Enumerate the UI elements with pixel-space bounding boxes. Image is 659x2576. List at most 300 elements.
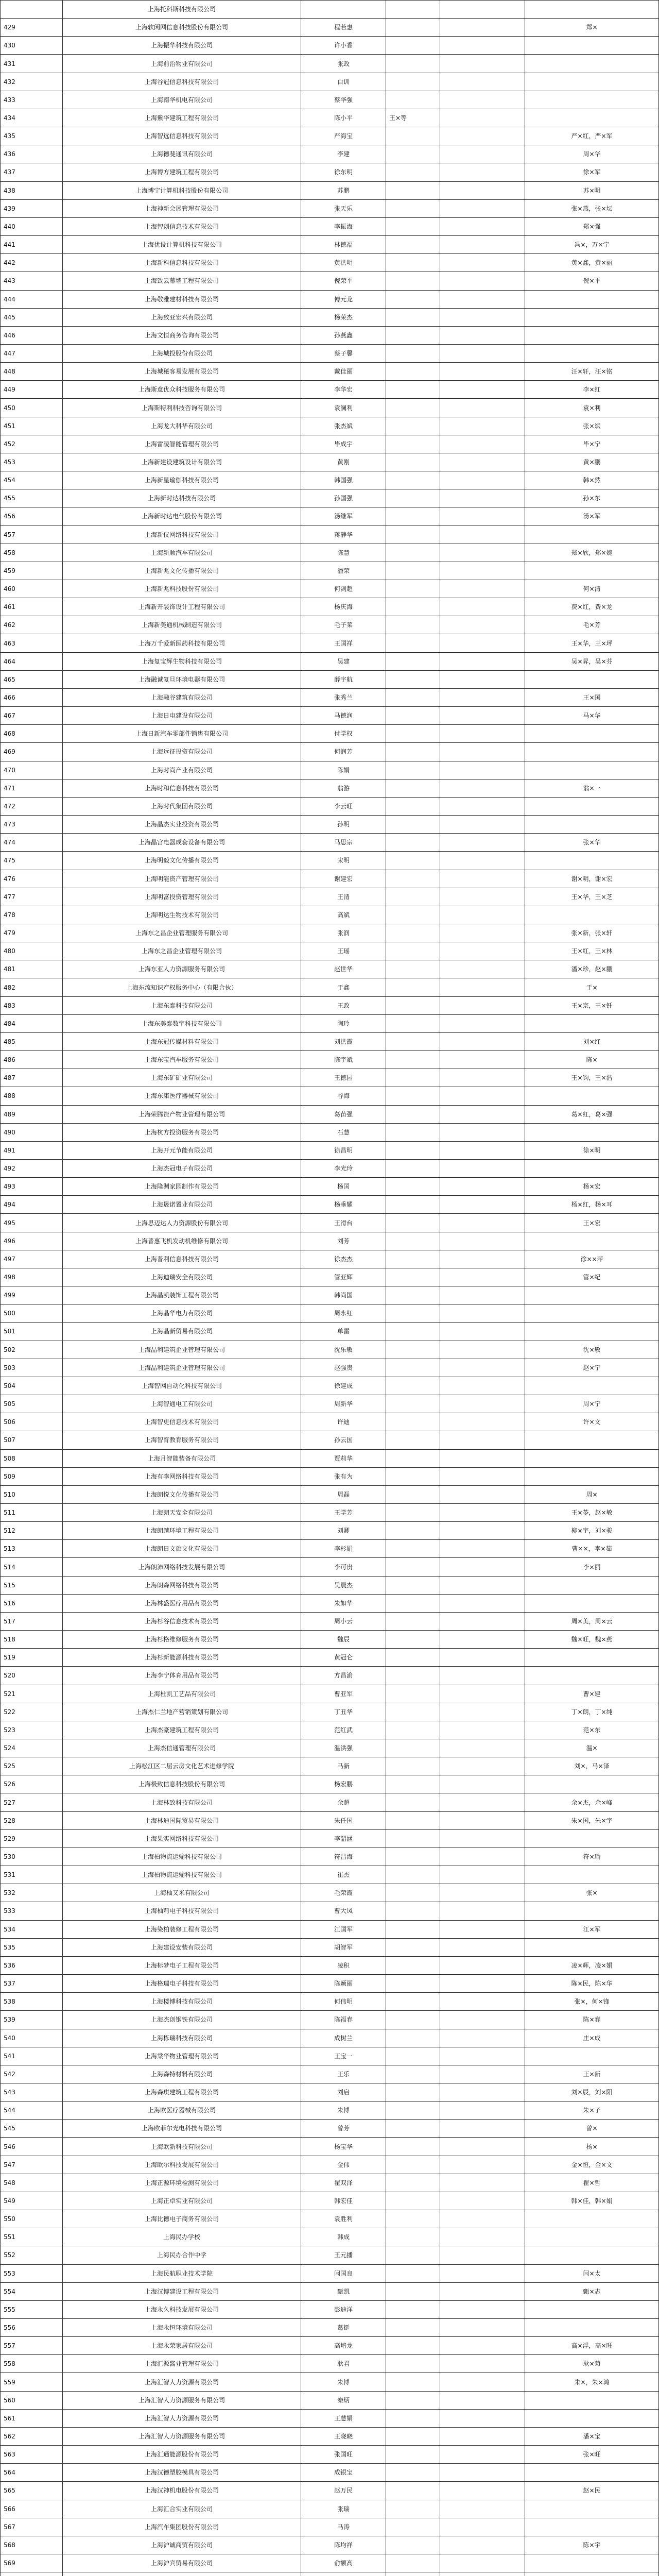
extra-note-cell: [386, 489, 440, 507]
other-field-cell: [440, 1503, 525, 1521]
other-field-cell: [440, 2011, 525, 2029]
responsible-person-cell: 付学权: [301, 725, 386, 743]
extra-note-cell: [386, 2029, 440, 2047]
table-row: [1, 1884, 659, 1902]
extra-note-cell: [386, 2120, 440, 2138]
extra-note-cell: [386, 1775, 440, 1793]
responsible-person-cell: 汤继军: [301, 507, 386, 526]
remark-cell: 黄×鹏: [525, 453, 659, 471]
other-field-cell: [440, 1069, 525, 1087]
extra-note-cell: [386, 1848, 440, 1866]
extra-note-cell: [386, 1540, 440, 1558]
row-number-cell: 567: [1, 2518, 63, 2536]
extra-note-cell: [386, 562, 440, 580]
extra-note-cell: [386, 181, 440, 199]
table-row: [1, 1485, 659, 1503]
remark-cell: [525, 1902, 659, 1920]
remark-cell: 葛×红，葛×强: [525, 1105, 659, 1123]
row-number-cell: 433: [1, 91, 63, 109]
row-number-cell: 511: [1, 1503, 63, 1521]
table-row: [1, 1993, 659, 2011]
company-name-cell: 上海融诚复旦环境电器有限公司: [63, 670, 301, 688]
remark-cell: 管×纪: [525, 1268, 659, 1286]
other-field-cell: [440, 37, 525, 55]
extra-note-cell: [386, 1105, 440, 1123]
row-number-cell: 432: [1, 73, 63, 91]
company-name-cell: 上海城投股份有限公司: [63, 344, 301, 362]
remark-cell: [525, 816, 659, 834]
other-field-cell: [440, 2391, 525, 2409]
company-name-cell: 上海优设计算机科技有限公司: [63, 236, 301, 254]
extra-note-cell: [386, 127, 440, 145]
table-row: [1, 2554, 659, 2572]
remark-cell: 费×红，费×龙: [525, 598, 659, 616]
other-field-cell: [440, 417, 525, 435]
extra-note-cell: [386, 2373, 440, 2391]
responsible-person-cell: 赵世华: [301, 960, 386, 978]
responsible-person-cell: [301, 1, 386, 19]
extra-note-cell: [386, 2210, 440, 2228]
extra-note-cell: [386, 1196, 440, 1214]
other-field-cell: [440, 1884, 525, 1902]
other-field-cell: [440, 1014, 525, 1032]
row-number-cell: 542: [1, 2065, 63, 2083]
responsible-person-cell: 孙燕鑫: [301, 326, 386, 344]
extra-note-cell: [386, 707, 440, 725]
extra-note-cell: [386, 978, 440, 996]
other-field-cell: [440, 2464, 525, 2482]
table-row: [1, 816, 659, 834]
table-row: [1, 2102, 659, 2120]
extra-note-cell: [386, 381, 440, 399]
remark-cell: [525, 725, 659, 743]
company-name-cell: 上海东亚人力资源服务有限公司: [63, 960, 301, 978]
responsible-person-cell: 刘芳: [301, 1232, 386, 1250]
extra-note-cell: [386, 1178, 440, 1196]
extra-note-cell: [386, 2554, 440, 2572]
responsible-person-cell: 王滑台: [301, 1214, 386, 1232]
table-row: [1, 1304, 659, 1323]
row-number-cell: 498: [1, 1268, 63, 1286]
row-number-cell: 508: [1, 1449, 63, 1467]
row-number-cell: 501: [1, 1323, 63, 1341]
row-number-cell: 461: [1, 598, 63, 616]
row-number-cell: 497: [1, 1250, 63, 1268]
other-field-cell: [440, 1993, 525, 2011]
table-row: [1, 2446, 659, 2464]
responsible-person-cell: 杨垂耀: [301, 1196, 386, 1214]
other-field-cell: [440, 544, 525, 562]
row-number-cell: 504: [1, 1377, 63, 1395]
other-field-cell: [440, 1848, 525, 1866]
extra-note-cell: [386, 1685, 440, 1703]
table-row: [1, 1757, 659, 1775]
other-field-cell: [440, 181, 525, 199]
row-number-cell: 469: [1, 743, 63, 761]
table-row: [1, 1214, 659, 1232]
company-name-cell: 上海智创信息技术有限公司: [63, 217, 301, 235]
other-field-cell: [440, 2518, 525, 2536]
other-field-cell: [440, 2192, 525, 2210]
other-field-cell: [440, 1685, 525, 1703]
extra-note-cell: [386, 1902, 440, 1920]
row-number-cell: 488: [1, 1087, 63, 1105]
company-name-cell: 上海新仪网络科技有限公司: [63, 526, 301, 544]
row-number-cell: 518: [1, 1631, 63, 1649]
remark-cell: 周×: [525, 1485, 659, 1503]
other-field-cell: [440, 2174, 525, 2192]
remark-cell: 柳×宇，刘×骏: [525, 1522, 659, 1540]
extra-note-cell: [386, 272, 440, 290]
extra-note-cell: [386, 544, 440, 562]
remark-cell: 黄×鑫，黄×丽: [525, 254, 659, 272]
row-number-cell: 524: [1, 1739, 63, 1757]
responsible-person-cell: 马思宗: [301, 834, 386, 852]
remark-cell: 庄×成: [525, 2029, 659, 2047]
other-field-cell: [440, 2047, 525, 2065]
other-field-cell: [440, 1032, 525, 1050]
remark-cell: 韩×然: [525, 471, 659, 489]
table-row: [1, 670, 659, 688]
other-field-cell: [440, 19, 525, 37]
company-name-cell: 上海杭方投资服务有限公司: [63, 1123, 301, 1141]
remark-cell: 符×瑜: [525, 1848, 659, 1866]
other-field-cell: [440, 834, 525, 852]
extra-note-cell: [386, 652, 440, 670]
responsible-person-cell: 毕成宇: [301, 435, 386, 453]
other-field-cell: [440, 1775, 525, 1793]
responsible-person-cell: 谢建宏: [301, 870, 386, 888]
remark-cell: 倪×平: [525, 272, 659, 290]
company-name-cell: 上海智通电工有限公司: [63, 1395, 301, 1413]
other-field-cell: [440, 453, 525, 471]
remark-cell: 魏×旺，魏×燕: [525, 1631, 659, 1649]
table-row: [1, 127, 659, 145]
remark-cell: 赵×宁: [525, 1359, 659, 1377]
company-name-cell: 上海染柏装修工程有限公司: [63, 1920, 301, 1938]
table-row: [1, 1141, 659, 1159]
row-number-cell: 465: [1, 670, 63, 688]
remark-cell: [525, 91, 659, 109]
extra-note-cell: [386, 960, 440, 978]
table-row: [1, 2500, 659, 2518]
extra-note-cell: [386, 1359, 440, 1377]
table-row: [1, 326, 659, 344]
row-number-cell: 444: [1, 290, 63, 308]
table-row: [1, 1811, 659, 1829]
row-number-cell: 429: [1, 19, 63, 37]
other-field-cell: [440, 616, 525, 634]
other-field-cell: [440, 2120, 525, 2138]
responsible-person-cell: 马德润: [301, 707, 386, 725]
other-field-cell: [440, 526, 525, 544]
responsible-person-cell: 李韶涵: [301, 1829, 386, 1848]
table-row: [1, 688, 659, 706]
responsible-person-cell: 高斌: [301, 906, 386, 924]
table-row: [1, 1123, 659, 1141]
row-number-cell: 551: [1, 2228, 63, 2246]
responsible-person-cell: 余超: [301, 1793, 386, 1811]
remark-cell: [525, 1304, 659, 1323]
responsible-person-cell: 李光玲: [301, 1160, 386, 1178]
extra-note-cell: [386, 399, 440, 417]
extra-note-cell: [386, 852, 440, 870]
responsible-person-cell: 凌积: [301, 1956, 386, 1974]
responsible-person-cell: 沈乐敏: [301, 1341, 386, 1359]
extra-note-cell: [386, 1757, 440, 1775]
table-row: [1, 1558, 659, 1576]
remark-cell: 王×国: [525, 688, 659, 706]
row-number-cell: 545: [1, 2120, 63, 2138]
extra-note-cell: [386, 91, 440, 109]
extra-note-cell: [386, 2446, 440, 2464]
row-number-cell: 478: [1, 906, 63, 924]
table-row: [1, 91, 659, 109]
other-field-cell: [440, 91, 525, 109]
responsible-person-cell: 何剑超: [301, 580, 386, 598]
row-number-cell: 439: [1, 199, 63, 217]
responsible-person-cell: 陈颖丽: [301, 1975, 386, 1993]
row-number-cell: 514: [1, 1558, 63, 1576]
responsible-person-cell: 王瑶: [301, 942, 386, 960]
other-field-cell: [440, 1739, 525, 1757]
other-field-cell: [440, 381, 525, 399]
responsible-person-cell: 王德园: [301, 1069, 386, 1087]
row-number-cell: [1, 1, 63, 19]
extra-note-cell: [386, 73, 440, 91]
remark-cell: 王×宗，王×钎: [525, 996, 659, 1014]
row-number-cell: 525: [1, 1757, 63, 1775]
extra-note-cell: [386, 1594, 440, 1612]
other-field-cell: [440, 1051, 525, 1069]
company-name-cell: 上海新顺汽车有限公司: [63, 544, 301, 562]
extra-note-cell: [386, 1667, 440, 1685]
table-row: [1, 562, 659, 580]
responsible-person-cell: 何伟明: [301, 1993, 386, 2011]
responsible-person-cell: 倪荣平: [301, 272, 386, 290]
company-name-cell: 上海普利信息科技有限公司: [63, 1250, 301, 1268]
remark-cell: [525, 37, 659, 55]
other-field-cell: [440, 1956, 525, 1974]
row-number-cell: 456: [1, 507, 63, 526]
responsible-person-cell: 温洪强: [301, 1739, 386, 1757]
other-field-cell: [440, 1141, 525, 1159]
responsible-person-cell: 刘卿: [301, 1522, 386, 1540]
company-name-cell: 上海时尚产业有限公司: [63, 761, 301, 779]
extra-note-cell: [386, 1286, 440, 1304]
other-field-cell: [440, 1467, 525, 1485]
extra-note-cell: [386, 1920, 440, 1938]
company-name-cell: 上海汇源酱业管理有限公司: [63, 2355, 301, 2373]
row-number-cell: 562: [1, 2427, 63, 2445]
company-name-cell: 上海极致信息科技股份有限公司: [63, 1775, 301, 1793]
company-name-cell: 上海汇合实业有限公司: [63, 2500, 301, 2518]
row-number-cell: 435: [1, 127, 63, 145]
remark-cell: 张×，何×锋: [525, 1993, 659, 2011]
table-row: [1, 507, 659, 526]
extra-note-cell: [386, 1413, 440, 1431]
other-field-cell: [440, 1540, 525, 1558]
other-field-cell: [440, 1178, 525, 1196]
extra-note-cell: [386, 906, 440, 924]
row-number-cell: 544: [1, 2102, 63, 2120]
table-row: [1, 363, 659, 381]
company-name-cell: 上海永久科技发展有限公司: [63, 2300, 301, 2318]
table-row: [1, 290, 659, 308]
table-row: [1, 381, 659, 399]
responsible-person-cell: 朱任国: [301, 1811, 386, 1829]
company-name-cell: 上海民办学校: [63, 2228, 301, 2246]
other-field-cell: [440, 1413, 525, 1431]
remark-cell: [525, 1829, 659, 1848]
responsible-person-cell: 于鑫: [301, 978, 386, 996]
responsible-person-cell: 彭迪洋: [301, 2300, 386, 2318]
extra-note-cell: [386, 797, 440, 815]
row-number-cell: 535: [1, 1938, 63, 1956]
table-row: [1, 2482, 659, 2500]
table-row: [1, 1775, 659, 1793]
other-field-cell: [440, 1522, 525, 1540]
table-row: [1, 399, 659, 417]
table-row: [1, 1032, 659, 1050]
other-field-cell: [440, 1594, 525, 1612]
extra-note-cell: [386, 236, 440, 254]
row-number-cell: 552: [1, 2246, 63, 2264]
row-number-cell: 522: [1, 1703, 63, 1721]
table-row: [1, 616, 659, 634]
responsible-person-cell: 方昌渝: [301, 1667, 386, 1685]
row-number-cell: 482: [1, 978, 63, 996]
responsible-person-cell: 马新: [301, 1757, 386, 1775]
company-name-cell: 上海普惠飞机发动机维修有限公司: [63, 1232, 301, 1250]
extra-note-cell: [386, 2391, 440, 2409]
extra-note-cell: [386, 1087, 440, 1105]
remark-cell: 杨×红，杨×耳: [525, 1196, 659, 1214]
responsible-person-cell: 韩尚国: [301, 1286, 386, 1304]
table-row: [1, 1431, 659, 1449]
remark-cell: 杨×: [525, 2138, 659, 2156]
company-name-cell: 上海紫华建筑工程有限公司: [63, 109, 301, 127]
table-row: [1, 344, 659, 362]
company-name-cell: 上海东流知识产权服务中心（有限合伙）: [63, 978, 301, 996]
row-number-cell: 506: [1, 1413, 63, 1431]
table-row: [1, 2572, 659, 2576]
row-number-cell: 563: [1, 2446, 63, 2464]
extra-note-cell: [386, 1956, 440, 1974]
other-field-cell: [440, 1920, 525, 1938]
row-number-cell: 459: [1, 562, 63, 580]
remark-cell: 陈×宇: [525, 2536, 659, 2554]
table-row: [1, 888, 659, 906]
remark-cell: [525, 670, 659, 688]
other-field-cell: [440, 2264, 525, 2282]
remark-cell: 张×: [525, 1884, 659, 1902]
responsible-person-cell: 孙国强: [301, 489, 386, 507]
remark-cell: 曾×: [525, 2120, 659, 2138]
row-number-cell: 553: [1, 2264, 63, 2282]
extra-note-cell: [386, 580, 440, 598]
extra-note-cell: [386, 471, 440, 489]
responsible-person-cell: 王元播: [301, 2246, 386, 2264]
row-number-cell: 560: [1, 2391, 63, 2409]
remark-cell: 张×新，张×轩: [525, 924, 659, 942]
other-field-cell: [440, 1975, 525, 1993]
row-number-cell: 485: [1, 1032, 63, 1050]
company-name-cell: 上海李宁体育用品有限公司: [63, 1667, 301, 1685]
row-number-cell: 473: [1, 816, 63, 834]
extra-note-cell: [386, 2500, 440, 2518]
extra-note-cell: [386, 1449, 440, 1467]
company-name-cell: 上海杰仁兰地产营销策划有限公司: [63, 1703, 301, 1721]
row-number-cell: 503: [1, 1359, 63, 1377]
company-name-cell: 上海晶杰实业投资有限公司: [63, 816, 301, 834]
other-field-cell: [440, 1811, 525, 1829]
other-field-cell: [440, 2572, 525, 2576]
responsible-person-cell: 魏辰: [301, 1631, 386, 1649]
other-field-cell: [440, 1105, 525, 1123]
responsible-person-cell: 白训: [301, 73, 386, 91]
company-name-cell: 上海明达生物技术有限公司: [63, 906, 301, 924]
company-name-cell: 上海朗天安全有限公司: [63, 1503, 301, 1521]
company-name-cell: 上海永荣家居有限公司: [63, 2337, 301, 2355]
other-field-cell: [440, 598, 525, 616]
other-field-cell: [440, 1558, 525, 1576]
responsible-person-cell: 蔡子馨: [301, 344, 386, 362]
other-field-cell: [440, 1286, 525, 1304]
remark-cell: [525, 1866, 659, 1884]
table-row: [1, 1703, 659, 1721]
remark-cell: 严×红，严×军: [525, 127, 659, 145]
responsible-person-cell: 傅元龙: [301, 290, 386, 308]
row-number-cell: 564: [1, 2464, 63, 2482]
company-name-cell: 上海楼博科技有限公司: [63, 1993, 301, 2011]
company-name-cell: 上海智更信息技术有限公司: [63, 1413, 301, 1431]
remark-cell: [525, 73, 659, 91]
table-row: [1, 2083, 659, 2101]
responsible-person-cell: 周小云: [301, 1612, 386, 1630]
company-name-cell: 上海前治物业有限公司: [63, 55, 301, 73]
other-field-cell: [440, 978, 525, 996]
table-row: [1, 960, 659, 978]
table-row: [1, 2210, 659, 2228]
extra-note-cell: [386, 1069, 440, 1087]
responsible-person-cell: 毛子菜: [301, 616, 386, 634]
table-row: [1, 417, 659, 435]
company-name-cell: 上海杉新能源科技有限公司: [63, 1649, 301, 1667]
extra-note-cell: [386, 1739, 440, 1757]
row-number-cell: 554: [1, 2282, 63, 2300]
company-name-cell: 上海托科斯科技有限公司: [63, 1, 301, 19]
remark-cell: [525, 2246, 659, 2264]
remark-cell: [525, 1649, 659, 1667]
extra-note-cell: [386, 363, 440, 381]
extra-note-cell: [386, 1, 440, 19]
other-field-cell: [440, 471, 525, 489]
table-row: [1, 2156, 659, 2174]
remark-cell: 孙×东: [525, 489, 659, 507]
responsible-person-cell: 王宝一: [301, 2047, 386, 2065]
remark-cell: 刘×辰，刘×阳: [525, 2083, 659, 2101]
extra-note-cell: [386, 1323, 440, 1341]
responsible-person-cell: 黄洪明: [301, 254, 386, 272]
responsible-person-cell: 周新华: [301, 1395, 386, 1413]
company-name-cell: 上海欧医疗器械有限公司: [63, 2102, 301, 2120]
table-row: [1, 2373, 659, 2391]
row-number-cell: 536: [1, 1956, 63, 1974]
other-field-cell: [440, 2282, 525, 2300]
row-number-cell: 477: [1, 888, 63, 906]
table-row: [1, 1522, 659, 1540]
